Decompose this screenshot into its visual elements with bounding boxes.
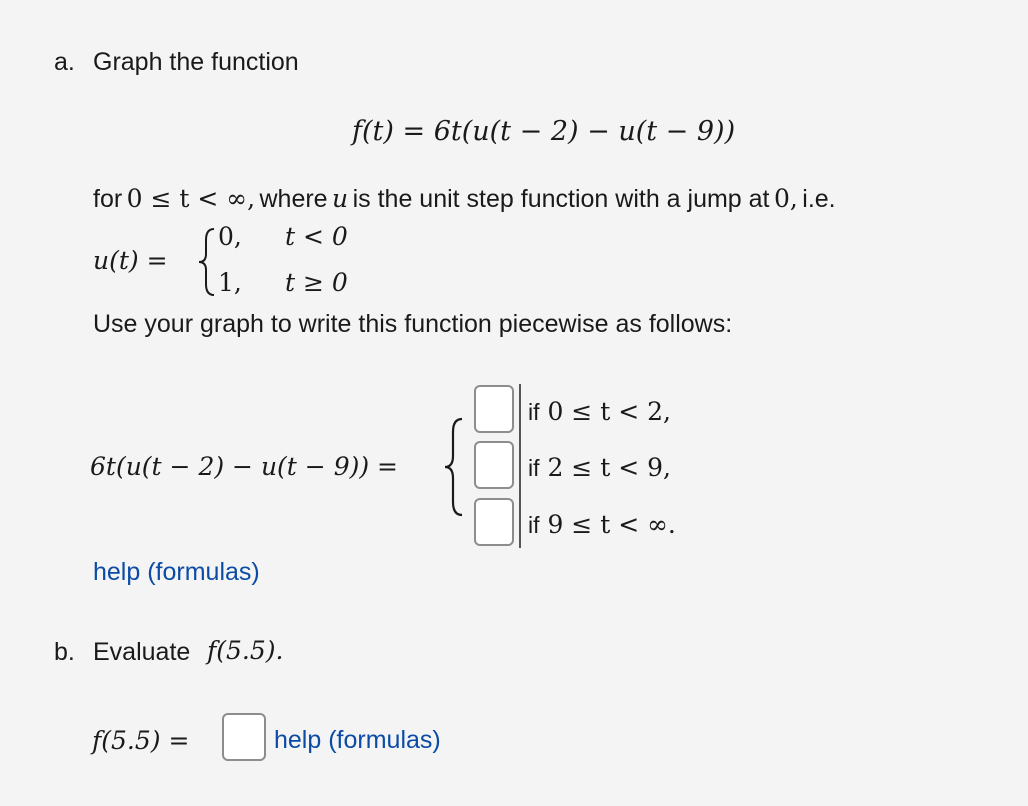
part-b-answer-lhs: f(5.5) = [92, 726, 190, 755]
function-display-equation: f(t) = 6t(u(t − 2) − u(t − 9)) [352, 116, 736, 147]
cases-divider [519, 384, 521, 548]
piece-3-if-word: if [528, 512, 540, 538]
piecewise-instruction: Use your graph to write this function piecewise as follows: [93, 310, 733, 338]
where-text: where [259, 185, 328, 213]
part-b-expression: f(5.5). [207, 636, 284, 665]
piecewise-brace [442, 416, 466, 518]
piece-1-condition-expr: 0 ≤ t < 2, [547, 397, 671, 426]
piece-2-condition-expr: 2 ≤ t < 9, [547, 453, 671, 482]
part-b-label: b. [54, 638, 75, 666]
part-a-intro: Graph the function [93, 48, 299, 76]
u-case-1-value: 1, [218, 268, 242, 297]
ie-text: i.e. [802, 185, 836, 213]
u-case-1-condition: t ≥ 0 [285, 268, 348, 297]
domain-expression: 0 ≤ t < ∞, [126, 184, 256, 213]
jump-point: 0, [773, 184, 798, 213]
part-b-answer-input[interactable] [222, 713, 266, 761]
for-text: for [93, 185, 123, 213]
unit-step-description: is the unit step function with a jump at [352, 185, 770, 213]
help-formulas-link-a[interactable]: help (formulas) [93, 558, 260, 586]
part-a-label: a. [54, 48, 75, 76]
piece-2-answer-input[interactable] [474, 441, 514, 489]
piecewise-lhs: 6t(u(t − 2) − u(t − 9)) = [90, 452, 398, 481]
piece-3-condition-expr: 9 ≤ t < ∞. [547, 510, 676, 539]
u-case-0-value: 0, [218, 222, 242, 251]
piece-3-condition [528, 510, 676, 539]
piece-1-if-word: if [528, 399, 540, 425]
help-formulas-link-b[interactable]: help (formulas) [274, 726, 441, 754]
piece-2-condition [528, 453, 671, 482]
u-definition-brace [196, 226, 218, 298]
u-definition-lhs: u(t) = [93, 246, 168, 275]
piece-3-answer-input[interactable] [474, 498, 514, 546]
piece-2-if-word: if [528, 455, 540, 481]
piece-1-answer-input[interactable] [474, 385, 514, 433]
piece-1-condition [528, 397, 671, 426]
u-variable: u [332, 184, 349, 213]
u-case-0-condition: t < 0 [285, 222, 348, 251]
part-b-intro: Evaluate [93, 638, 191, 666]
domain-sentence [93, 184, 836, 214]
